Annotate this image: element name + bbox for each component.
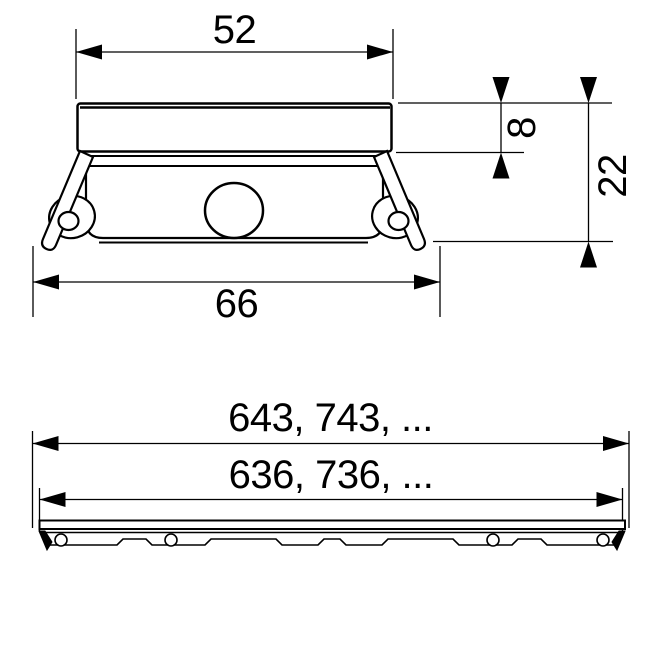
right-end-clip — [612, 531, 625, 550]
dim-label-visible-length: 636, 736, ... — [228, 453, 434, 497]
left-end-clip — [39, 531, 52, 550]
fixing-hole — [55, 534, 67, 546]
dim-label-outer-width: 66 — [214, 282, 259, 326]
drain-outlet-circle — [205, 183, 263, 238]
support-profile-strip — [42, 533, 622, 546]
cover-support-frame — [86, 156, 383, 166]
arrowhead — [493, 153, 510, 179]
dim-label-cover-height: 8 — [500, 117, 544, 139]
fixing-hole — [597, 534, 609, 546]
dim-label-outer-length: 643, 743, ... — [228, 396, 433, 440]
arrowhead — [580, 77, 597, 103]
fixing-hole — [487, 534, 499, 546]
glass-cover-profile — [78, 104, 392, 152]
dim-label-cover-width: 52 — [212, 8, 257, 52]
arrowhead — [493, 77, 510, 103]
cover-plate-side — [40, 521, 626, 530]
arrowhead — [33, 436, 59, 451]
clip-eyelet-inner — [389, 212, 409, 230]
clip-eyelet-inner — [59, 212, 79, 230]
arrowhead — [580, 242, 597, 268]
arrowhead — [603, 436, 629, 451]
dim-label-total-height: 22 — [591, 154, 635, 198]
fixing-hole — [165, 534, 177, 546]
cross-section-view — [33, 29, 613, 317]
fixing-holes — [55, 534, 609, 546]
